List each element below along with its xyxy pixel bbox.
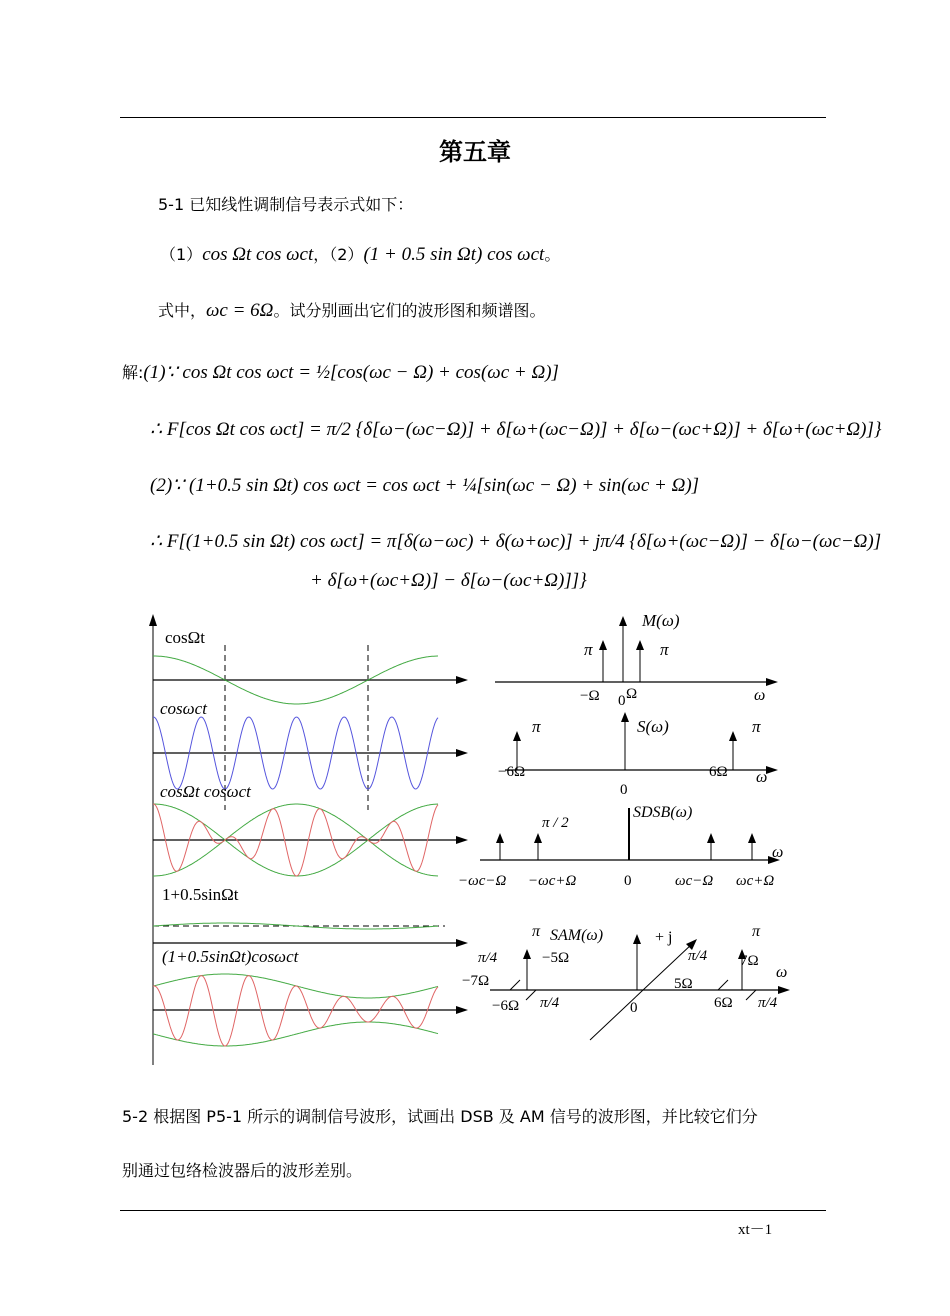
label-am-signal: (1+0.5sinΩt)cosωct bbox=[162, 947, 299, 966]
spectrum-am-tick-neg7: −7Ω bbox=[462, 973, 490, 989]
spectrum-dsb-amplitude: π / 2 bbox=[542, 815, 569, 831]
spectrum-m bbox=[495, 611, 778, 709]
spectrum-dsb-tick-3: 0 bbox=[624, 873, 632, 889]
problem-1-statement: 5-1 已知线性调制信号表示式如下： bbox=[158, 195, 414, 214]
spectrum-am-tick-pos6: 6Ω bbox=[714, 995, 733, 1011]
item-2-expression: (1 + 0.5 sin Ωt) cos ωct bbox=[363, 244, 545, 265]
chapter-title: 第五章 bbox=[439, 138, 511, 166]
spectrum-s-label-left: π bbox=[532, 717, 541, 736]
spectrum-m-tick-zero: 0 bbox=[618, 693, 626, 709]
spectrum-am-quarter-3: π/4 bbox=[540, 995, 560, 1011]
equation-4: ∴ F[(1+0.5 sin Ωt) cos ωct] = π[δ(ω−ωc) + δ(ω+ωc)] + jπ/4 {δ[ω+(ωc−Ω)] − δ[ω−(ωc−Ω)] bbox=[150, 531, 882, 552]
spectrum-dsb-axis-var: ω bbox=[772, 844, 784, 861]
spectrum-am-pi-left: π bbox=[532, 923, 541, 940]
spectrum-dsb bbox=[458, 804, 783, 889]
waveform-and-spectrum-figure bbox=[140, 610, 820, 1070]
spectrum-am-pi-right: π bbox=[752, 923, 761, 940]
spectrum-m-tick-pos: Ω bbox=[626, 686, 638, 702]
where-prefix: 式中， bbox=[158, 301, 207, 320]
spectrum-s bbox=[498, 712, 778, 798]
label-product: cosΩt cosωct bbox=[160, 782, 251, 801]
am-envelope-lower bbox=[153, 1022, 438, 1046]
footer-rule bbox=[120, 1210, 826, 1211]
spectrum-am-j-axis: + j bbox=[655, 929, 673, 946]
spectrum-m-label-right: π bbox=[660, 640, 669, 659]
equation-5: + δ[ω+(ωc+Ω)] − δ[ω−(ωc+Ω)]]} bbox=[310, 570, 587, 591]
spectrum-dsb-title: SDSB(ω) bbox=[633, 804, 693, 821]
spectrum-s-title: S(ω) bbox=[637, 717, 669, 736]
header-rule bbox=[120, 117, 826, 118]
solution-line-1 bbox=[122, 360, 559, 384]
spectrum-am bbox=[462, 923, 790, 1040]
spectrum-am-tick-neg5: −5Ω bbox=[542, 950, 570, 966]
spectrum-dsb-tick-4: ωc−Ω bbox=[675, 873, 714, 889]
spectrum-am-tick-neg6: −6Ω bbox=[492, 998, 520, 1014]
spectrum-dsb-tick-2: −ωc+Ω bbox=[528, 873, 577, 889]
problem-2-line-2: 别通过包络检波器后的波形差别。 bbox=[122, 1161, 363, 1180]
item-end: 。 bbox=[544, 245, 561, 264]
spectrum-dsb-tick-5: ωc+Ω bbox=[736, 873, 775, 889]
spectrum-m-title: M(ω) bbox=[642, 611, 680, 630]
spectrum-am-axis-var: ω bbox=[776, 964, 788, 981]
spectrum-s-tick-pos: 6Ω bbox=[709, 764, 728, 780]
spectrum-am-title: SAM(ω) bbox=[550, 927, 604, 944]
where-expression: ωc = 6Ω bbox=[206, 300, 274, 321]
spectrum-s-tick-neg: −6Ω bbox=[498, 764, 526, 780]
am-signal-curve bbox=[153, 976, 438, 1046]
item-1-expression: cos Ωt cos ωct bbox=[202, 244, 314, 265]
problem-1-items bbox=[160, 242, 560, 266]
spectrum-dsb-tick-1: −ωc−Ω bbox=[458, 873, 507, 889]
spectrum-m-tick-neg: −Ω bbox=[580, 688, 600, 704]
where-suffix: 。试分别画出它们的波形图和频谱图。 bbox=[273, 301, 546, 320]
spectrum-am-quarter-4: π/4 bbox=[758, 995, 778, 1011]
item-separator: ，（2） bbox=[313, 245, 364, 264]
spectrum-am-quarter-2: π/4 bbox=[688, 948, 708, 964]
vertical-axis-arrow bbox=[149, 614, 157, 626]
spectrum-am-quarter-1: π/4 bbox=[478, 950, 498, 966]
spectrum-am-tick-pos7: 7Ω bbox=[740, 953, 759, 969]
label-cos-omega-c-t: cosωct bbox=[160, 699, 207, 718]
spectrum-am-tick-zero: 0 bbox=[630, 1000, 638, 1016]
spectrum-s-label-right: π bbox=[752, 717, 761, 736]
problem-1-where bbox=[158, 298, 545, 322]
equation-3: (2)∵ (1+0.5 sin Ωt) cos ωct = cos ωct + ¼[sin(ωc − Ω) + sin(ωc + Ω)] bbox=[150, 475, 700, 496]
spectrum-am-tick-pos5: 5Ω bbox=[674, 976, 693, 992]
spectrum-s-tick-zero: 0 bbox=[620, 782, 628, 798]
label-cos-omega-t: cosΩt bbox=[165, 628, 206, 647]
label-am-envelope: 1+0.5sinΩt bbox=[162, 885, 239, 904]
solution-label: 解: bbox=[122, 363, 144, 382]
spectrum-m-axis-var: ω bbox=[754, 687, 766, 704]
equation-1: (1)∵ cos Ωt cos ωct = ½[cos(ωc − Ω) + cos(ωc + Ω)] bbox=[143, 362, 559, 383]
spectrum-s-axis-var: ω bbox=[756, 769, 768, 786]
problem-2-line-1: 5-2 根据图 P5-1 所示的调制信号波形，试画出 DSB 及 AM 信号的波形图，并比较它们分 bbox=[122, 1107, 758, 1126]
page-footer: xt－1 bbox=[738, 1222, 773, 1238]
equation-2: ∴ F[cos Ωt cos ωct] = π/2 {δ[ω−(ωc−Ω)] + δ[ω+(ωc−Ω)] + δ[ω−(ωc+Ω)] + δ[ω+(ωc+Ω)]} bbox=[150, 419, 882, 440]
spectrum-m-label-left: π bbox=[584, 640, 593, 659]
item-1-label: （1） bbox=[160, 245, 203, 264]
